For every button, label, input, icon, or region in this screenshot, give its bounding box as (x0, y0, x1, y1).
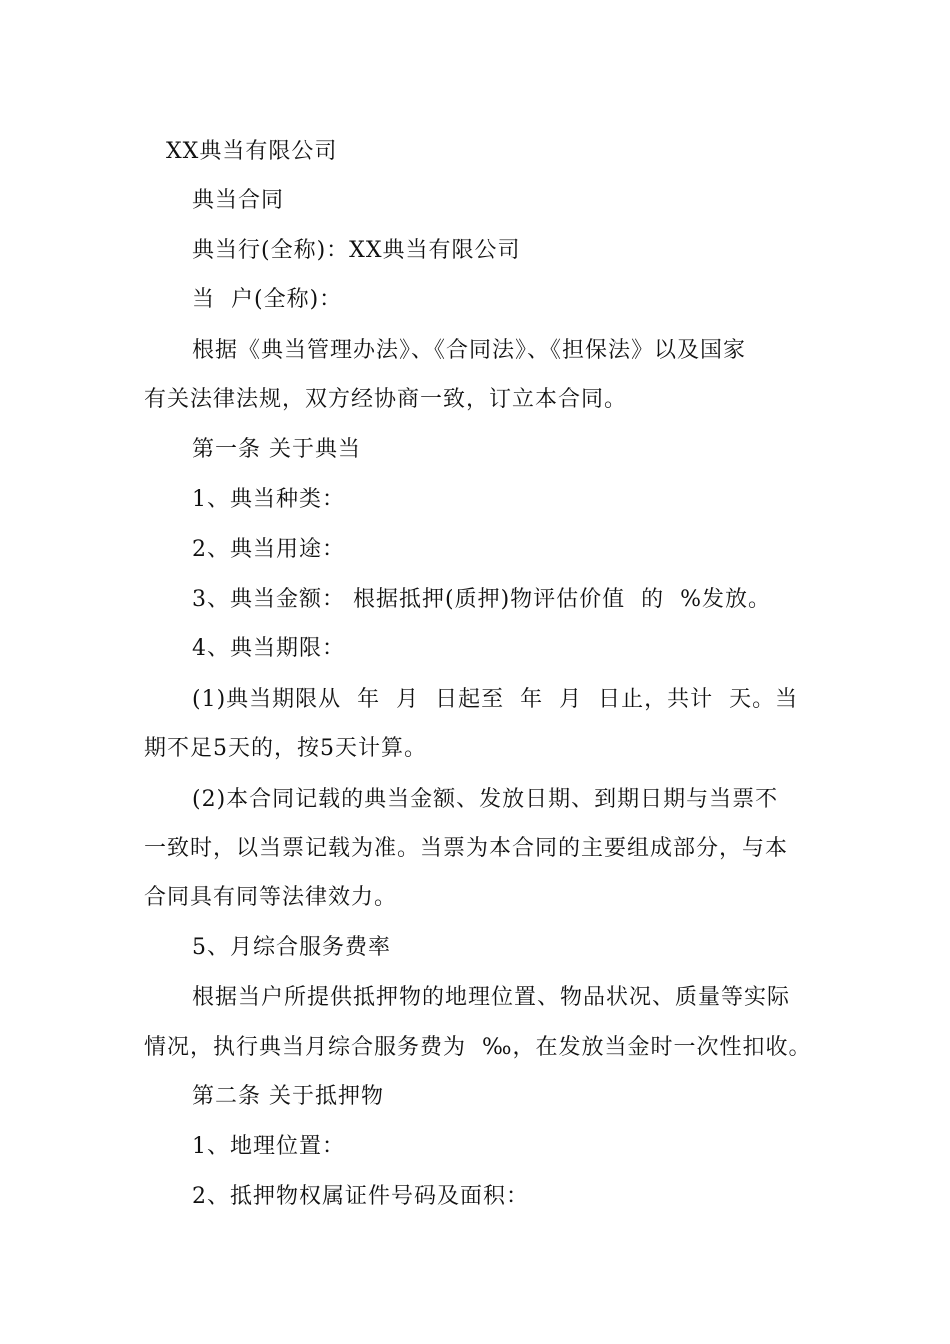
paragraph-line: 有关法律法规，双方经协商一致，订立本合同。 (144, 387, 628, 412)
article-heading: 第一条 关于典当 (192, 437, 361, 462)
paragraph-line: 一致时，以当票记载为准。当票为本合同的主要组成部分，与本 (144, 836, 789, 861)
clause-line: 2、抵押物权属证件号码及面积： (192, 1184, 529, 1209)
paragraph-line: (2)本合同记载的典当金额、发放日期、到期日期与当票不 (192, 787, 779, 812)
company-name: XX典当有限公司 (166, 139, 338, 164)
customer-name-line: 当 户(全称)： (192, 287, 343, 312)
clause-line: 1、地理位置： (192, 1134, 345, 1159)
contract-title: 典当合同 (192, 188, 285, 213)
clause-line: 1、典当种类： (192, 487, 345, 512)
article-heading: 第二条 关于抵押物 (192, 1084, 384, 1109)
paragraph-line: 期不足5天的，按5天计算。 (144, 736, 427, 761)
clause-line: 2、典当用途： (192, 537, 345, 562)
clause-line: 3、典当金额： 根据抵押(质押)物评估价值 的 %发放。 (192, 587, 772, 612)
paragraph-line: 合同具有同等法律效力。 (144, 885, 398, 910)
pawnshop-name-line: 典当行(全称)：XX典当有限公司 (192, 238, 521, 263)
clause-line: 5、月综合服务费率 (192, 935, 391, 960)
paragraph-line: 情况，执行典当月综合服务费为 ‰，在发放当金时一次性扣收。 (144, 1035, 812, 1060)
paragraph-line: 根据当户所提供抵押物的地理位置、物品状况、质量等实际 (192, 985, 791, 1010)
clause-line: 4、典当期限： (192, 636, 345, 661)
paragraph-line: 根据《典当管理办法》、《合同法》、《担保法》以及国家 (192, 338, 747, 363)
paragraph-line: (1)典当期限从 年 月 日起至 年 月 日止，共计 天。当 (192, 687, 799, 712)
